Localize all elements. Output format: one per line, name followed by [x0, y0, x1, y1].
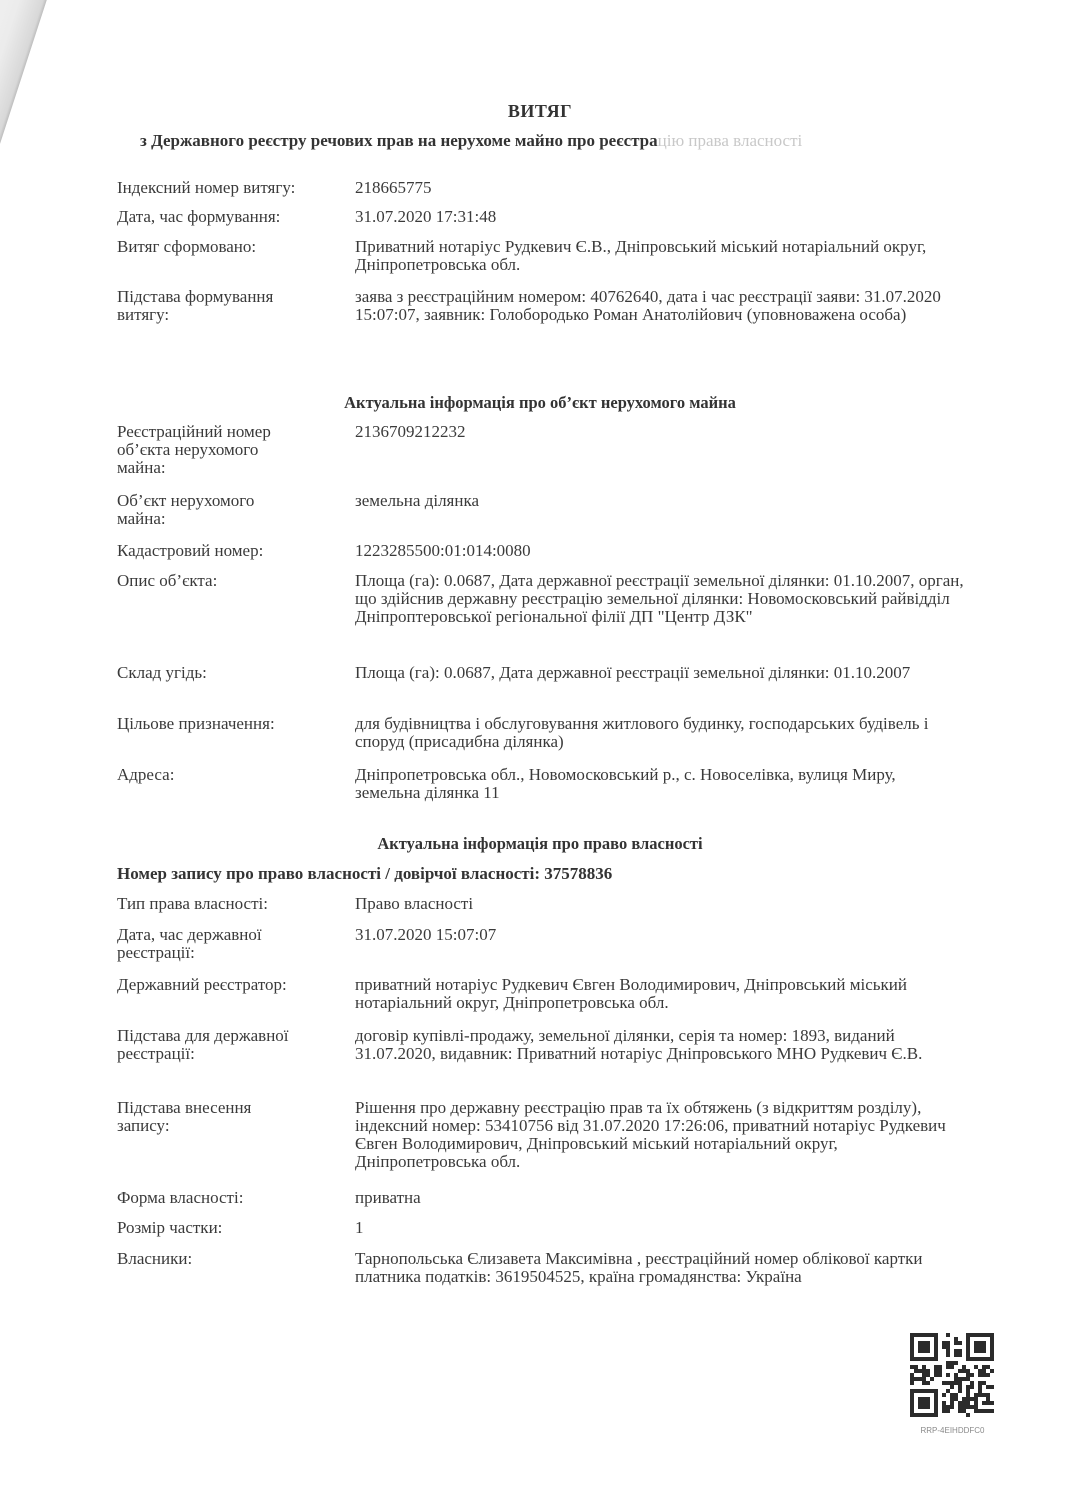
- field-value: Площа (га): 0.0687, Дата державної реєстрації земельної ділянки: 01.10.2007: [355, 663, 911, 682]
- section-title-ownership: Актуальна інформація про право власності: [377, 834, 703, 853]
- field-value: 31.07.2020 17:31:48: [355, 207, 497, 226]
- field-value: Рішення про державну реєстрацію прав та їх обтяжень (з відкриттям розділу), індексний номер: 53410756 від 31.07.2020 17:26:06, приватний нотаріус Рудкевич Євген Володимирович, Дніпровський міський нотаріальний округ, Дніпропетровська обл.: [355, 1098, 946, 1171]
- field-value: договір купівлі-продажу, земельної ділянки, серія та номер: 1893, виданий 31.07.2020, видавник: Приватний нотаріус Дніпровського МНО Рудкевич Є.В.: [355, 1026, 923, 1063]
- qr-code-label: RRP-4EIHDDFC0: [920, 1426, 985, 1435]
- field-label: Склад угідь:: [117, 663, 207, 682]
- ownership-record-number: Номер запису про право власності / довірчої власності: 37578836: [117, 864, 613, 883]
- field-label: Витяг сформовано:: [117, 237, 257, 256]
- field-label: Форма власності:: [117, 1188, 244, 1207]
- section-title-object: Актуальна інформація про об’єкт нерухомого майна: [344, 393, 736, 412]
- field-label: Кадастровий номер:: [117, 541, 264, 560]
- field-value: 1: [355, 1218, 364, 1237]
- field-value: 31.07.2020 15:07:07: [355, 925, 497, 944]
- field-value: Площа (га): 0.0687, Дата державної реєстрації земельної ділянки: 01.10.2007, орган, що здійснив державну реєстрацію земельної ділянки: Новомосковський райвідділ Дніпроптеровської регіональної філії ДП "Центр ДЗК": [355, 571, 964, 626]
- field-value: приватний нотаріус Рудкевич Євген Володимирович, Дніпровський міський нотаріальний округ, Дніпропетровська обл.: [355, 975, 907, 1012]
- field-label: Дата, час формування:: [117, 207, 281, 226]
- field-label: Тип права власності:: [117, 894, 268, 913]
- document-subtitle: [140, 131, 802, 151]
- field-label: Реєстраційний номер об’єкта нерухомого майна:: [117, 422, 271, 477]
- field-value: Дніпропетровська обл., Новомосковський р., с. Новоселівка, вулиця Миру, земельна ділянка 11: [355, 765, 896, 802]
- field-value: приватна: [355, 1188, 421, 1207]
- field-value: Тарнопольська Єлизавета Максимівна , реєстраційний номер облікової картки платника податків: 3619504525, країна громадянства: Україна: [355, 1249, 923, 1286]
- field-label: Підстава для державної реєстрації:: [117, 1026, 289, 1063]
- field-label: Опис об’єкта:: [117, 571, 218, 590]
- field-value: земельна ділянка: [355, 491, 480, 510]
- field-label: Індексний номер витягу:: [117, 178, 296, 197]
- field-label: Дата, час державної реєстрації:: [117, 925, 262, 962]
- subtitle-main: з Державного реєстру речових прав на нерухоме майно про реєстра: [140, 131, 658, 150]
- field-label: Цільове призначення:: [117, 714, 275, 733]
- field-value: 218665775: [355, 178, 432, 197]
- document-title: ВИТЯГ: [507, 101, 573, 121]
- field-label: Державний реєстратор:: [117, 975, 287, 994]
- field-label: Підстава формування витягу:: [117, 287, 274, 324]
- subtitle-faded: цію права власності: [657, 131, 803, 150]
- field-value: заява з реєстраційним номером: 40762640, дата і час реєстрації заяви: 31.07.2020 15:07:07, заявник: Голобородько Роман Анатолійович (уповноважена особа): [355, 287, 941, 324]
- scanned-page-edge: [0, 0, 50, 170]
- field-label: Розмір частки:: [117, 1218, 223, 1237]
- field-label: Адреса:: [117, 765, 175, 784]
- field-label: Власники:: [117, 1249, 193, 1268]
- field-value: 2136709212232: [355, 422, 466, 441]
- field-label: Об’єкт нерухомого майна:: [117, 491, 255, 528]
- field-value: для будівництва і обслуговування житлового будинку, господарських будівель і споруд (присадибна ділянка): [355, 714, 929, 751]
- field-value: Приватний нотаріус Рудкевич Є.В., Дніпровський міський нотаріальний округ, Дніпропетровська обл.: [355, 237, 927, 274]
- qr-code-icon: [910, 1333, 994, 1417]
- field-value: 1223285500:01:014:0080: [355, 541, 531, 560]
- field-value: Право власності: [355, 894, 474, 913]
- field-label: Підстава внесення запису:: [117, 1098, 252, 1135]
